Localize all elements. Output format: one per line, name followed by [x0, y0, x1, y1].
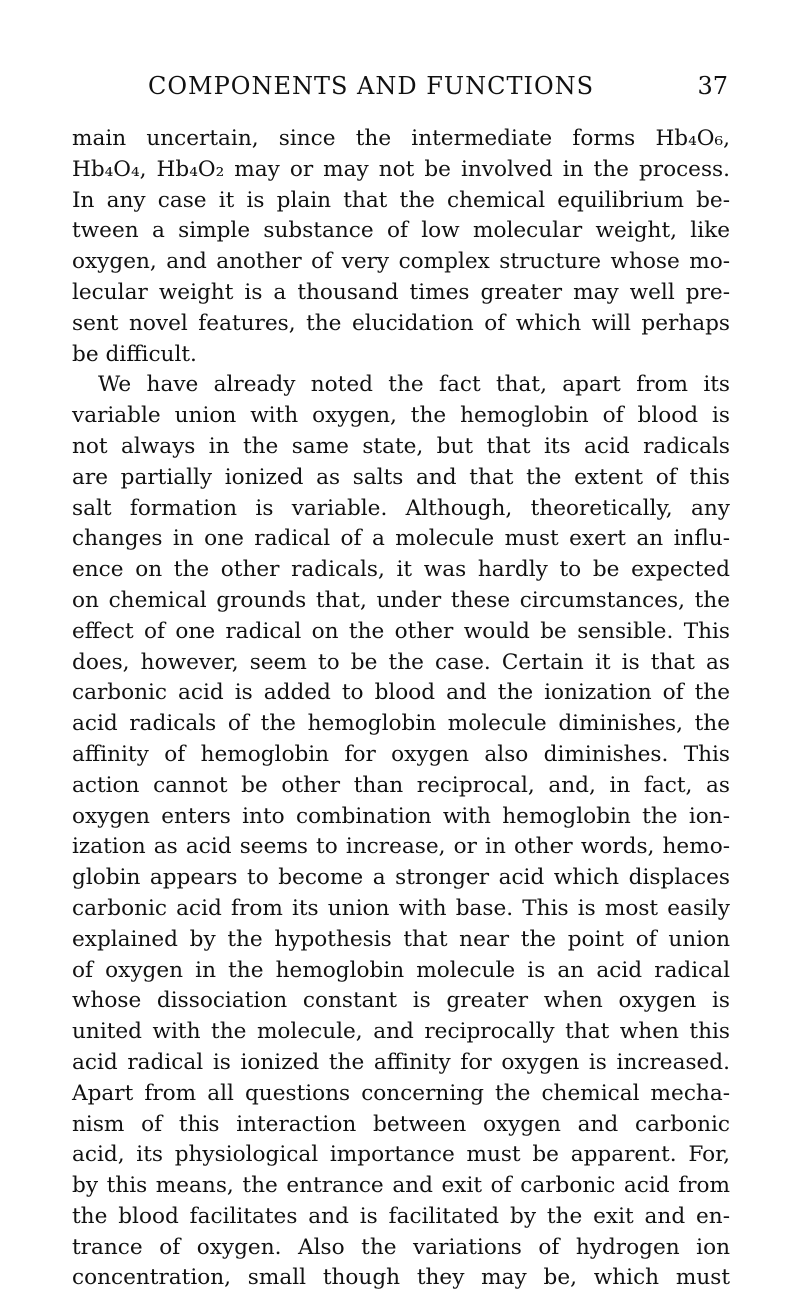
text-line: salt formation is variable. Although, theoretically, any	[72, 495, 730, 521]
text-line: ization as acid seems to increase, or in other words, hemo-	[72, 834, 730, 860]
text-line: concentration, small though they may be, which must	[72, 1265, 730, 1291]
text-line: the blood facilitates and is facilitated by the exit and en-	[72, 1203, 730, 1229]
text-line: by this means, the entrance and exit of carbonic acid from	[72, 1173, 730, 1199]
text-line: on chemical grounds that, under these circumstances, the	[72, 587, 730, 613]
body-text	[72, 124, 730, 1294]
running-head	[0, 68, 800, 104]
page-number: 37	[697, 72, 728, 100]
text-line: globin appears to become a stronger acid which displaces	[72, 865, 730, 891]
text-line: acid radical is ionized the affinity for oxygen is increased.	[72, 1049, 730, 1075]
text-line: does, however, seem to be the case. Certain it is that as	[72, 649, 730, 675]
text-line: lecular weight is a thousand times greater may well pre-	[72, 279, 730, 305]
text-line: ence on the other radicals, it was hardly to be expected	[72, 557, 730, 583]
text-line: carbonic acid from its union with base. This is most easily	[72, 895, 730, 921]
text-line: carbonic acid is added to blood and the ionization of the	[72, 680, 730, 706]
text-line: variable union with oxygen, the hemoglobin of blood is	[72, 403, 730, 429]
text-line: action cannot be other than reciprocal, and, in fact, as	[72, 772, 730, 798]
text-line: Apart from all questions concerning the chemical mecha-	[72, 1080, 730, 1106]
paragraph-first-line: We have already noted the fact that, apart from its	[98, 372, 730, 398]
text-line: are partially ionized as salts and that the extent of this	[72, 464, 730, 490]
text-line: explained by the hypothesis that near the point of union	[72, 926, 730, 952]
text-line: whose dissociation constant is greater when oxygen is	[72, 988, 730, 1014]
text-line: changes in one radical of a molecule must exert an influ-	[72, 526, 730, 552]
text-line: acid, its physiological importance must be apparent. For,	[72, 1142, 730, 1168]
text-line: Hb₄O₄, Hb₄O₂ may or may not be involved in the process.	[72, 156, 730, 182]
text-line: In any case it is plain that the chemical equilibrium be-	[72, 187, 730, 213]
text-line: united with the molecule, and reciprocally that when this	[72, 1019, 730, 1045]
text-line: acid radicals of the hemoglobin molecule diminishes, the	[72, 711, 730, 737]
text-line: affinity of hemoglobin for oxygen also diminishes. This	[72, 741, 730, 767]
text-line: of oxygen in the hemoglobin molecule is an acid radical	[72, 957, 730, 983]
text-line: nism of this interaction between oxygen and carbonic	[72, 1111, 730, 1137]
text-line: trance of oxygen. Also the variations of hydrogen ion	[72, 1234, 730, 1260]
text-line: main uncertain, since the intermediate forms Hb₄O₆,	[72, 126, 730, 151]
text-line: effect of one radical on the other would be sensible. This	[72, 618, 730, 644]
text-line: sent novel features, the elucidation of which will perhaps	[72, 310, 730, 336]
text-line: oxygen, and another of very complex structure whose mo-	[72, 249, 730, 275]
paragraph-last-line: be difficult.	[72, 341, 197, 367]
text-line: not always in the same state, but that its acid radicals	[72, 433, 730, 459]
text-line: oxygen enters into combination with hemoglobin the ion-	[72, 803, 730, 829]
running-title: COMPONENTS AND FUNCTIONS	[148, 72, 595, 100]
text-line: tween a simple substance of low molecular weight, like	[72, 218, 730, 244]
